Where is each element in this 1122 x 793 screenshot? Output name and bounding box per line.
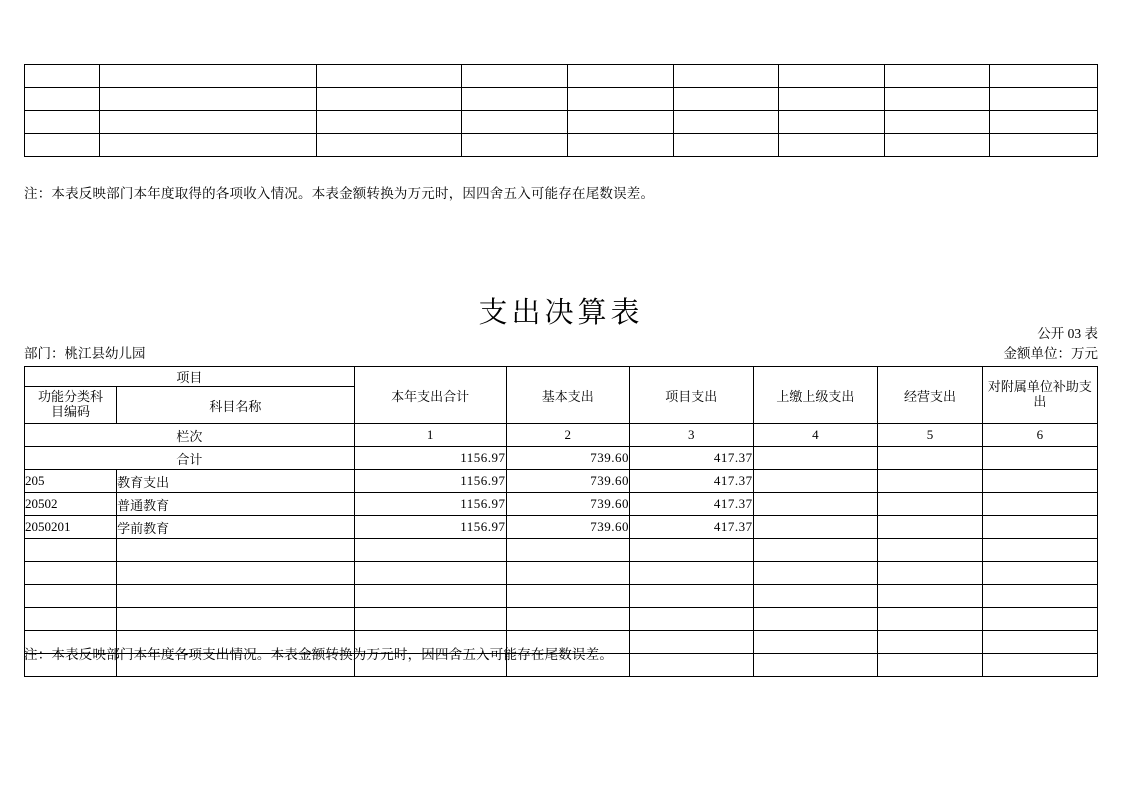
expense-table-wrap: [24, 366, 1098, 677]
row-code: 20502: [25, 493, 117, 516]
row-name: 教育支出: [117, 470, 355, 493]
cell: [25, 111, 100, 134]
row-year-total: 1156.97: [354, 493, 506, 516]
row-year-total: [354, 585, 506, 608]
cell: [462, 111, 568, 134]
column-header-basic-expense: 基本支出: [506, 367, 630, 424]
row-subsidiary-subsidy: [982, 608, 1097, 631]
cell: [673, 88, 779, 111]
cell: [25, 134, 100, 157]
row-upper-remit: [753, 562, 878, 585]
row-name: [117, 608, 355, 631]
cell: [568, 88, 674, 111]
row-code: 205: [25, 470, 117, 493]
cell: [100, 134, 316, 157]
amount-unit-label: 金额单位：万元: [1003, 346, 1098, 361]
row-subsidiary-subsidy: [982, 562, 1097, 585]
row-project-expense: [630, 562, 754, 585]
page-title: 支出决算表: [478, 297, 644, 329]
row-basic-expense: 739.60: [506, 493, 630, 516]
row-upper-remit: [753, 493, 878, 516]
total-subsidiary-subsidy: [982, 447, 1097, 470]
row-subsidiary-subsidy: [982, 539, 1097, 562]
row-operating-expense: [878, 562, 983, 585]
row-year-total: [354, 539, 506, 562]
row-basic-expense: [506, 562, 630, 585]
table-header-row-group: [25, 367, 1098, 387]
row-project-expense: [630, 631, 754, 654]
table-row: [25, 65, 1098, 88]
row-code: [25, 608, 117, 631]
column-header-year-total: 本年支出合计: [354, 367, 506, 424]
rank-label: 栏次: [25, 424, 355, 447]
cell: [100, 65, 316, 88]
row-operating-expense: [878, 539, 983, 562]
form-number: 公开 03 表: [1037, 326, 1098, 341]
cell: [990, 65, 1098, 88]
row-upper-remit: [753, 516, 878, 539]
cell: [990, 88, 1098, 111]
cell: [673, 134, 779, 157]
cell: [316, 88, 462, 111]
table-row: [25, 470, 1098, 493]
row-code: [25, 585, 117, 608]
row-code: [25, 562, 117, 585]
table-row: [25, 88, 1098, 111]
cell: [884, 134, 990, 157]
cell: [316, 65, 462, 88]
cell: [568, 111, 674, 134]
row-subsidiary-subsidy: [982, 493, 1097, 516]
rank-value-6: 6: [982, 424, 1097, 447]
cell: [779, 88, 885, 111]
column-header-function-code-line1: 功能分类科: [38, 389, 104, 405]
row-year-total: [354, 608, 506, 631]
row-project-expense: 417.37: [630, 493, 754, 516]
cell: [462, 65, 568, 88]
cell: [990, 134, 1098, 157]
total-upper-remit: [753, 447, 878, 470]
cell: [316, 134, 462, 157]
row-subsidiary-subsidy: [982, 631, 1097, 654]
table-row: [25, 562, 1098, 585]
row-upper-remit: [753, 470, 878, 493]
column-header-subject-name: 科目名称: [117, 387, 355, 424]
row-basic-expense: [506, 608, 630, 631]
row-year-total: 1156.97: [354, 516, 506, 539]
cell: [25, 88, 100, 111]
cell: [779, 134, 885, 157]
total-year-total: 1156.97: [354, 447, 506, 470]
table-row: [25, 608, 1098, 631]
cell: [25, 65, 100, 88]
row-subsidiary-subsidy: [982, 516, 1097, 539]
row-upper-remit: [753, 608, 878, 631]
row-basic-expense: 739.60: [506, 470, 630, 493]
table-total-row: [25, 447, 1098, 470]
table-row: [25, 585, 1098, 608]
column-header-project-expense: 项目支出: [630, 367, 754, 424]
row-operating-expense: [878, 516, 983, 539]
row-basic-expense: [506, 585, 630, 608]
cell: [673, 111, 779, 134]
cell: [779, 65, 885, 88]
row-year-total: [354, 562, 506, 585]
column-header-function-code-line2: 目编码: [51, 404, 91, 419]
group-header-project: 项目: [25, 367, 355, 387]
rank-value-1: 1: [354, 424, 506, 447]
row-project-expense: [630, 585, 754, 608]
row-upper-remit: [753, 631, 878, 654]
row-subsidiary-subsidy: [982, 585, 1097, 608]
table-row: [25, 134, 1098, 157]
total-operating-expense: [878, 447, 983, 470]
cell: [990, 111, 1098, 134]
table-rank-row: [25, 424, 1098, 447]
cell: [884, 88, 990, 111]
row-upper-remit: [753, 585, 878, 608]
row-operating-expense: [878, 631, 983, 654]
rank-value-4: 4: [753, 424, 878, 447]
row-basic-expense: [506, 539, 630, 562]
total-label: 合计: [25, 447, 355, 470]
row-project-expense: [630, 539, 754, 562]
row-operating-expense: [878, 608, 983, 631]
column-header-upper-remit: 上缴上级支出: [753, 367, 878, 424]
row-operating-expense: [878, 654, 983, 677]
cell: [568, 65, 674, 88]
row-basic-expense: 739.60: [506, 516, 630, 539]
row-project-expense: 417.37: [630, 516, 754, 539]
row-name: 学前教育: [117, 516, 355, 539]
cell: [884, 111, 990, 134]
row-subsidiary-subsidy: [982, 654, 1097, 677]
expense-table-note: 注：本表反映部门本年度各项支出情况。本表金额转换为万元时，因四舍五入可能存在尾数误差。: [24, 647, 614, 662]
row-operating-expense: [878, 585, 983, 608]
cell: [100, 111, 316, 134]
row-upper-remit: [753, 539, 878, 562]
row-code: [25, 539, 117, 562]
row-project-expense: [630, 608, 754, 631]
cell: [568, 134, 674, 157]
cell: [884, 65, 990, 88]
row-name: [117, 562, 355, 585]
income-table-fragment: [24, 64, 1098, 157]
row-name: [117, 539, 355, 562]
row-name: [117, 585, 355, 608]
column-header-function-code: [25, 387, 117, 424]
row-year-total: 1156.97: [354, 470, 506, 493]
total-project-expense: 417.37: [630, 447, 754, 470]
row-project-expense: [630, 654, 754, 677]
row-code: 2050201: [25, 516, 117, 539]
row-operating-expense: [878, 493, 983, 516]
rank-value-5: 5: [878, 424, 983, 447]
row-upper-remit: [753, 654, 878, 677]
expense-table: [24, 366, 1098, 677]
cell: [100, 88, 316, 111]
row-operating-expense: [878, 470, 983, 493]
row-name: 普通教育: [117, 493, 355, 516]
cell: [462, 134, 568, 157]
total-basic-expense: 739.60: [506, 447, 630, 470]
department-label: 部门：桃江县幼儿园: [24, 346, 146, 361]
cell: [316, 111, 462, 134]
table-row: [25, 516, 1098, 539]
cell: [673, 65, 779, 88]
row-project-expense: 417.37: [630, 470, 754, 493]
table-row: [25, 493, 1098, 516]
rank-value-3: 3: [630, 424, 754, 447]
row-subsidiary-subsidy: [982, 470, 1097, 493]
income-table: [24, 64, 1098, 157]
table-row: [25, 111, 1098, 134]
rank-value-2: 2: [506, 424, 630, 447]
cell: [779, 111, 885, 134]
column-header-subsidiary-subsidy: 对附属单位补助支出: [982, 367, 1097, 424]
income-table-note: 注：本表反映部门本年度取得的各项收入情况。本表金额转换为万元时，因四舍五入可能存在尾数误差。: [24, 186, 655, 201]
column-header-operating-expense: 经营支出: [878, 367, 983, 424]
table-row: [25, 539, 1098, 562]
cell: [462, 88, 568, 111]
